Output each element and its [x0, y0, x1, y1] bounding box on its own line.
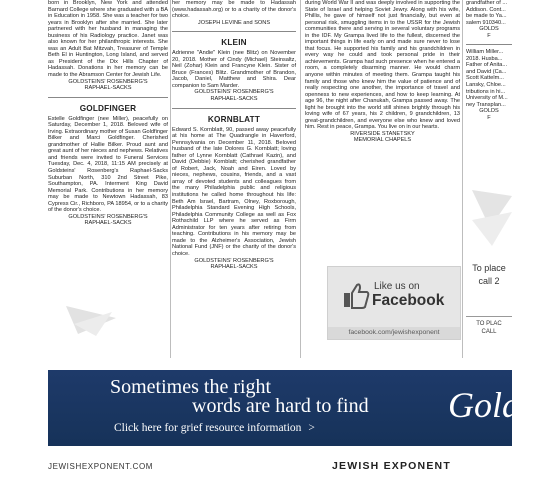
facebook-like-text: Like us on [374, 281, 420, 292]
divider [466, 316, 512, 317]
grief-resources-banner[interactable] [48, 370, 534, 446]
column-rule [300, 0, 301, 358]
obituary-name-goldfinger: GOLDFINGER [79, 103, 137, 113]
banner-link-text: Click here for grief resource information [114, 422, 302, 434]
column-rule [170, 0, 171, 358]
column-rule [462, 0, 463, 358]
place-ad-line: call 2 [478, 276, 500, 286]
funeral-home: GOLDSTEINS' ROSENBERG'S [68, 213, 148, 220]
obituary-text: Adrienne "Andie" Klein (nee Blitz) on November 20, 2018. Mother of Cindy (Michael) Steinsaltz, Neil (Zohar) Klein and Francyne Klein. Sister of Bruce (Frances) Blitz. Grandmother of Brandon, Jacob, Daniel, Matthew and Shira. Dear companion to Sam Marder. [172, 50, 296, 89]
banner-headline-2: words are hard to find [192, 395, 369, 417]
funeral-home: JOSEPH LEVINE and SONS [197, 19, 271, 26]
star-of-david-icon [466, 176, 512, 254]
obituary-column-3 [305, 0, 460, 262]
facebook-thumb-icon [342, 281, 370, 311]
obituary-text: her memory may be made to Hadassah (www.hadassah.org) or to a charity of the donor's choice. [172, 0, 296, 20]
funeral-home: RAPHAEL-SACKS [210, 96, 258, 103]
facebook-url[interactable]: facebook.com/jewishexponent [328, 327, 460, 339]
divider [172, 108, 296, 109]
funeral-home: GOLDSTEINS' ROSENBERG'S [194, 89, 274, 96]
funeral-home: GOLDSTEINS' ROSENBERG'S [194, 257, 274, 264]
obituary-text: Edward S. Kornblatt, 90, passed away peacefully at his home at The Quadrangle in Haverford, Pennsylvania on December 11, 2018. Beloved husband of the late Dolores G. Kornblatt; loving father of Lynne Kornblatt (Cathrael Kazin), and David (Debbie) Kornblatt; cherished grandfather of Robert, Jack, Noah and Eiren. Loved by nieces, nephews, cousins, friends, and a vast array of devoted students and colleagues from the many Philadelphia public and religious institutions he called home throughout his life: Beth Am Israel, Bartram, Olney, Roxborough, Philadelphia Standard Evening High Schools, Philadelphia Community College as well as Fox Rothschild LLP where he served as Firm Administrator for ten years after retiring from teaching. Contributions in his memory may be made to the Alzheimer's Association, Jewish National Fund (JNF) or the charity of the donor's choice. [172, 126, 296, 257]
chevron-right-icon: > [308, 422, 315, 434]
divider [466, 44, 512, 45]
banner-brand-logo: Golds [448, 385, 534, 425]
place-ad-line: To place [472, 263, 506, 273]
divider [172, 31, 296, 32]
funeral-home: RAPHAEL-SACKS [210, 264, 258, 271]
obituary-column-1 [48, 0, 168, 358]
facebook-ad[interactable] [327, 266, 461, 340]
obituary-text: Estelle Goldfinger (nee Miller), peacefully on Saturday, December 1, 2018. Beloved wife of Irving. Extraordinary mother of Susan Goldfinger Bilker and Marci Goldfinger. Cherished grandmother of Hallie Bilker. Proud aunt and great aunt of her nieces and nephews. Relatives and friends were invited to Funeral Services Tuesday, Dec. 4, 2018, 11:15 AM precisely at Goldsteins' Rosenberg's Raphael-Sacks Suburban North, 310 2nd Street Pike, Southampton, PA. Interment King David Memorial Park. Contributions in her memory may be made to Newtown Hadassah, 83 Cypress Cir., Richboro, PA 18954, or to a charity of the donor's choice. [48, 115, 169, 214]
place-ad-box[interactable] [466, 262, 512, 294]
obituary-text: born in Brooklyn, New York and attended Barnard College where she graduated with a BA in Education in 1958. She was a teacher for two years in Brooklyn after she married. She later partnered with her husband in managing the business of his Radiology practice. Janet was also known for her philanthropic interests. She was an Adult Bat Mitzvah, Treasurer of Temple Beth El in Huntington, Long Island, and served as President of the Dix Hills Chapter of Hadassah. Donations in her memory can be made to the Abramson Center for Jewish Life. [48, 0, 168, 79]
banner-headline-1: Sometimes the right [110, 376, 272, 398]
funeral-home: RAPHAEL-SACKS [84, 220, 132, 227]
obituary-text: during World War II and was deeply involved in supporting the State of Israel and helping Soviet Jewry. Along with his wife, Phillis, he gave of himself not just financially, but even at personal risk, smuggling items in to the USSR for the Jewish communities there and serving in several voluntary programs in the IDF. My Grampa lived life to the fullest, discerned the important things in life early on and made sure never to lose that focus. He supported his family and his grandchildren in every way he could and took personal pride in their achievements. Grampa had such presence when he entered a room, a completely disarming manner. He would charm anyone within minutes of meeting them. Grampa taught his family and those who knew him the value of patience and of really respecting one another, the importance of travel and openness to new experiences, and how to keep learning. At age 96, the night after Chanukah, Grampa passed away. The light he brought into the world still shines brightly through his loving wife of 67 years, his 2 children, 9 grandchildren, 13 great-grandchildren, and everyone else who knew and loved him. Rest in peace, Grampa. You live on in our hearts. [305, 0, 460, 131]
funeral-home: RAPHAEL-SACKS [84, 85, 132, 92]
footer-website: JEWISHEXPONENT.COM [48, 462, 154, 471]
funeral-home: GOLDS [479, 108, 499, 115]
obituary-text: William Miller... 2018. Husba... Father of Anita... and David (Ca... Scott Kattelm... Lansky, Chloe... tributions in hi... University of M... ney Transplan... [466, 49, 508, 108]
place-ad-small-line: CALL [481, 329, 497, 335]
place-ad-small-line: TO PLAC [476, 321, 502, 327]
place-ad-small[interactable] [466, 320, 512, 340]
divider [48, 97, 168, 98]
obituary-column-2 [172, 0, 296, 358]
obituary-name-kornblatt: KORNBLATT [207, 114, 261, 124]
obituary-text: grandfather of ... Addison. Cont... be made to Ya... salem 910340... [466, 0, 508, 26]
obituary-column-4 [466, 0, 512, 158]
funeral-home: MEMORIAL CHAPELS [353, 137, 412, 144]
facebook-name: Facebook [372, 292, 445, 309]
funeral-home: GOLDSTEINS' ROSENBERG'S [68, 78, 148, 85]
funeral-home: F [487, 114, 491, 121]
funeral-home: RIVERSIDE STANETSKY [350, 130, 415, 137]
funeral-home: GOLDS [479, 26, 499, 33]
footer-masthead: JEWISH EXPONENT [332, 460, 451, 472]
star-of-david-icon [56, 300, 136, 340]
funeral-home: F [487, 32, 491, 39]
banner-link[interactable] [114, 422, 315, 434]
obituary-name-klein: KLEIN [221, 38, 247, 48]
